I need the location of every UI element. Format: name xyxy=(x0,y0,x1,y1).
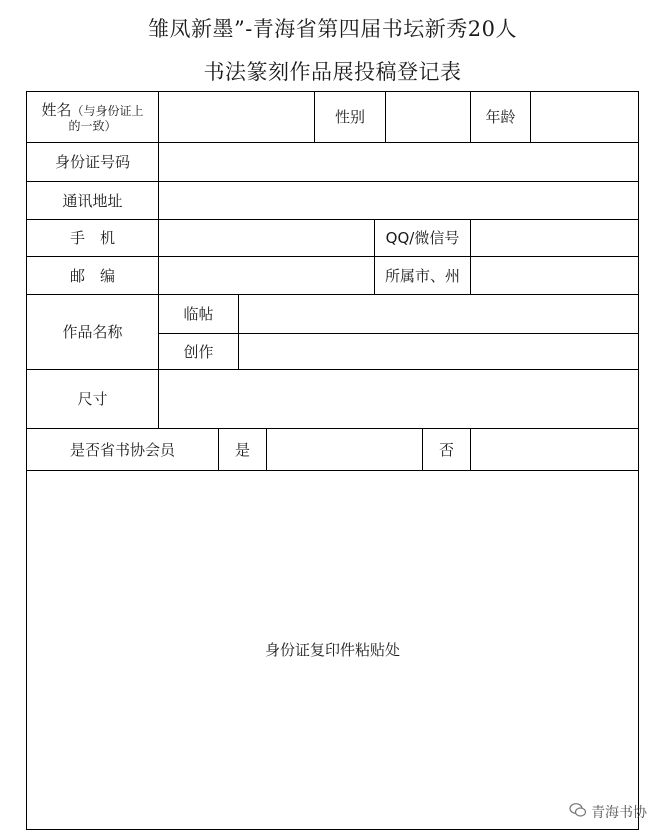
no-label: 否 xyxy=(438,440,454,459)
city-label: 所属市、州 xyxy=(384,266,460,285)
name-input[interactable] xyxy=(159,92,314,142)
copy-input[interactable] xyxy=(239,295,638,333)
address-input[interactable] xyxy=(159,182,638,219)
age-input[interactable] xyxy=(531,92,638,142)
id-number-input[interactable] xyxy=(159,143,638,181)
yes-input[interactable] xyxy=(267,429,422,470)
city-input[interactable] xyxy=(471,257,638,294)
id-number-label: 身份证号码 xyxy=(54,153,130,171)
id-copy-paste-label: 身份证复印件粘贴处 xyxy=(264,641,400,659)
name-note-b: 的一致） xyxy=(68,118,117,133)
member-label: 是否省书协会员 xyxy=(69,440,175,459)
address-label: 通讯地址 xyxy=(62,191,123,210)
name-note-a: （与身份证上 xyxy=(71,103,144,118)
form-title-line1: 雏凤新墨”-青海省第四届书坛新秀20人 xyxy=(147,17,518,41)
size-input[interactable] xyxy=(159,370,638,428)
phone-label: 手 机 xyxy=(69,229,115,247)
watermark-text: 青海书协 xyxy=(591,805,647,821)
name-label-text: 姓名 xyxy=(41,100,72,119)
qq-wechat-label: QQ/微信号 xyxy=(385,229,460,247)
no-input[interactable] xyxy=(471,429,638,470)
gender-input[interactable] xyxy=(386,92,470,142)
create-input[interactable] xyxy=(239,334,638,369)
form-title-line2: 书法篆刻作品展投稿登记表 xyxy=(203,60,462,84)
postcode-label: 邮 编 xyxy=(69,266,115,285)
yes-label: 是 xyxy=(234,440,250,459)
name-label xyxy=(27,92,158,142)
wechat-icon xyxy=(569,802,587,822)
phone-input[interactable] xyxy=(159,220,374,256)
age-label: 年龄 xyxy=(485,108,516,126)
create-label: 创作 xyxy=(183,342,214,361)
postcode-input[interactable] xyxy=(159,257,374,294)
size-label: 尺寸 xyxy=(77,390,108,408)
copy-label: 临帖 xyxy=(183,305,214,323)
work-title-label: 作品名称 xyxy=(62,323,123,341)
watermark xyxy=(569,802,647,822)
id-copy-paste-area xyxy=(27,471,638,829)
qq-wechat-input[interactable] xyxy=(471,220,638,256)
gender-label: 性别 xyxy=(334,108,365,126)
